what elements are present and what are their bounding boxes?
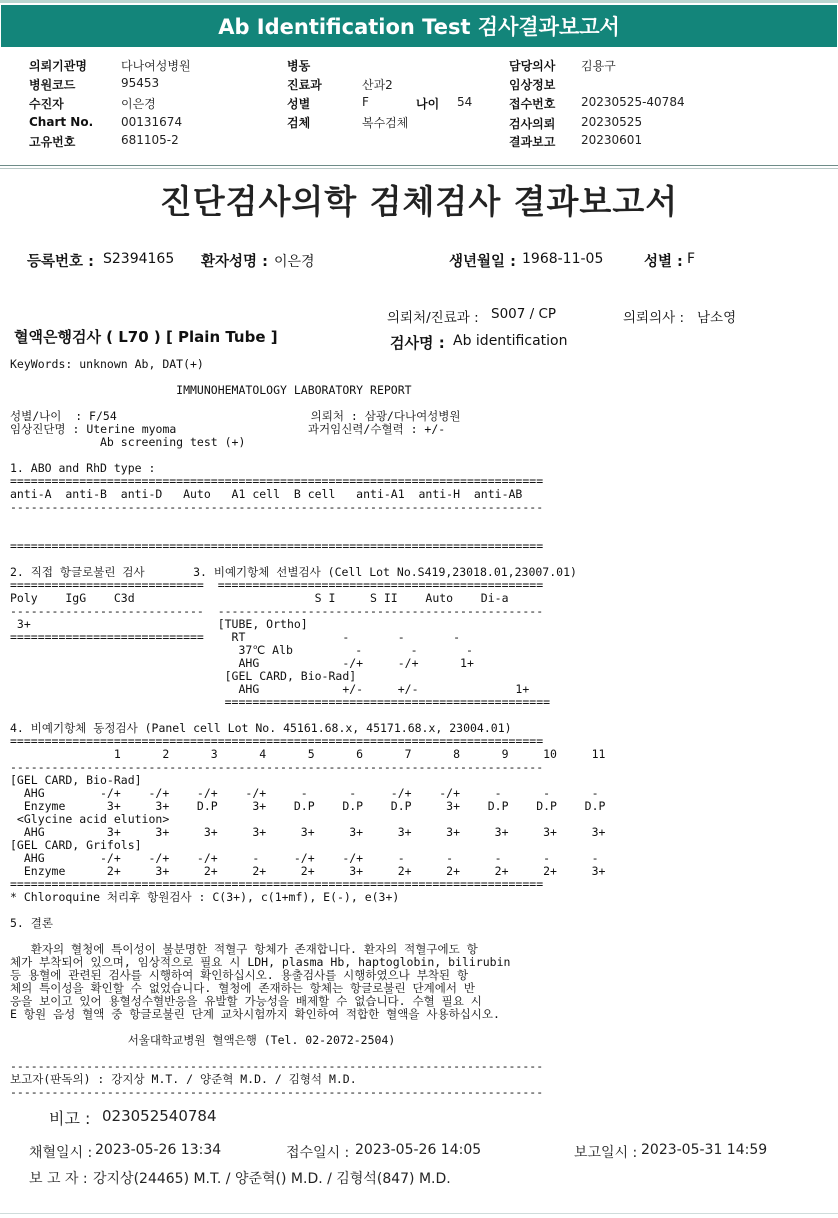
reg-number-label: 등록번호 : — [27, 254, 94, 270]
request-doctor-label: 의뢰의사 : — [623, 310, 685, 326]
document-title: 진단검사의학 검체검사 결과보고서 — [159, 182, 679, 221]
report-banner-title: Ab Identification Test 검사결과보고서 — [1, 5, 837, 47]
report-line: 보고자(판독의) : 강지상 M.T. / 양준혁 M.D. / 김형석 M.D. — [10, 1072, 357, 1086]
note-label: 비고 : — [49, 1109, 91, 1128]
report-time-label: 보고일시 : — [574, 1145, 638, 1161]
test-name-label: 검사명 : — [390, 334, 445, 352]
header-value: 다나여성병원 — [121, 59, 191, 73]
report-line: anti-A anti-B anti-D Auto A1 cell B cell anti-A1 anti-H anti-AB — [10, 487, 523, 501]
report-line: [GEL CARD, Bio-Rad] — [10, 773, 142, 787]
report-line: 2. 직접 항글로불린 검사 3. 비예기항체 선별검사 (Cell Lot No.S419,23018.01,23007.01) — [10, 565, 577, 579]
report-line: [GEL CARD, Grifols] — [10, 838, 142, 852]
report-line: 성별/나이 : F/54 의뢰처 : 삼광/다나여성병원 — [10, 409, 461, 423]
lab-report-body — [10, 358, 830, 1099]
receive-time-value: 2023-05-26 14:05 — [355, 1142, 482, 1158]
dob-label: 생년월일 : — [449, 254, 516, 270]
sex-label: 성별 : — [644, 254, 683, 270]
report-line: =============================================== — [10, 695, 551, 709]
report-line: 체가 부착되어 있으며, 임상적으로 필요 시 LDH, plasma Hb, haptoglobin, bilirubin — [10, 955, 511, 969]
report-line: KeyWords: unknown Ab, DAT(+) — [10, 357, 204, 371]
header-label: 고유번호 — [29, 135, 76, 149]
header-value: 95453 — [121, 76, 160, 90]
report-line: ============================================================================= — [10, 877, 544, 891]
sex-value: F — [687, 251, 696, 267]
header-value: 산과2 — [362, 78, 393, 92]
header-value: 20230525-40784 — [581, 95, 685, 109]
header-value: 20230525 — [581, 115, 643, 129]
header-label: 병동 — [287, 59, 311, 73]
patient-name-value: 이은경 — [274, 254, 315, 270]
header-divider — [0, 165, 838, 166]
report-line — [10, 514, 830, 527]
header-label: 수진자 — [29, 97, 64, 111]
header-value: 20230601 — [581, 133, 643, 147]
collect-time-value: 2023-05-26 13:34 — [95, 1142, 222, 1158]
report-line: ============================================================================= — [10, 474, 544, 488]
report-line: 체의 특이성을 확인할 수 없었습니다. 혈청에 존재하는 항체는 항글로불린 단계에서 반 — [10, 981, 475, 995]
report-line: 3+ [TUBE, Ortho] — [10, 617, 308, 631]
report-line: [GEL CARD, Bio-Rad] — [10, 669, 357, 683]
report-line: ----------------------------------------------------------------------------- — [10, 1059, 544, 1073]
header-divider — [0, 168, 838, 169]
header-value: 복수검체 — [362, 116, 409, 130]
report-line: ============================ =============================================== — [10, 578, 544, 592]
report-line: 37℃ Alb - - - — [10, 643, 473, 657]
header-label: 임상정보 — [509, 78, 556, 92]
report-line: ============================================================================= — [10, 539, 544, 553]
report-line: 환자의 혈청에 특이성이 불분명한 적혈구 항체가 존재합니다. 환자의 적혈구에도 항 — [10, 942, 478, 956]
report-line: 5. 결론 — [10, 916, 53, 930]
report-line: AHG 3+ 3+ 3+ 3+ 3+ 3+ 3+ 3+ 3+ 3+ 3+ — [10, 825, 606, 839]
report-line: Enzyme 2+ 3+ 2+ 2+ 2+ 3+ 2+ 2+ 2+ 2+ 3+ — [10, 864, 606, 878]
header-label: 결과보고 — [509, 135, 556, 149]
reporter-label: 보 고 자 : — [29, 1171, 88, 1187]
report-line: ============================ RT - - - — [10, 630, 461, 644]
report-time-value: 2023-05-31 14:59 — [641, 1142, 768, 1158]
report-line: ============================================================================= — [10, 734, 544, 748]
report-line: ----------------------------------------------------------------------------- — [10, 1085, 544, 1099]
report-line: 서울대학교병원 혈액은행 (Tel. 02-2072-2504) — [10, 1033, 396, 1047]
request-doctor-value: 남소영 — [697, 310, 737, 326]
test-section-title: 혈액은행검사 ( L70 ) [ Plain Tube ] — [14, 328, 278, 346]
header-label: 접수번호 — [509, 97, 556, 111]
report-line: ----------------------------------------------------------------------------- — [10, 760, 544, 774]
report-line: AHG -/+ -/+ -/+ - -/+ -/+ - - - - - — [10, 851, 599, 865]
patient-name-label: 환자성명 : — [201, 254, 268, 270]
receive-time-label: 접수일시 : — [286, 1145, 350, 1161]
note-value: 023052540784 — [102, 1107, 217, 1125]
report-line: ----------------------------------------------------------------------------- — [10, 500, 544, 514]
report-line: 1 2 3 4 5 6 7 8 9 10 11 — [10, 747, 606, 761]
header-value: F — [362, 95, 369, 109]
dob-value: 1968-11-05 — [522, 251, 604, 267]
header-value: 이은경 — [121, 97, 156, 111]
report-line: 임상진단명 : Uterine myoma 과거임신력/수혈력 : +/- — [10, 422, 446, 436]
report-line: * Chloroquine 처리후 항원검사 : C(3+), c(1+mf), E(-), e(3+) — [10, 890, 400, 904]
report-line: AHG +/- +/- 1+ — [10, 682, 530, 696]
report-line: 1. ABO and RhD type : — [10, 461, 156, 475]
report-line: AHG -/+ -/+ -/+ -/+ - - -/+ -/+ - - - — [10, 786, 599, 800]
report-line: AHG -/+ -/+ 1+ — [10, 656, 474, 670]
report-line: 응을 보이고 있어 용혈성수혈반응을 유발할 가능성을 배제할 수 없습니다. 수혈 필요 시 — [10, 994, 482, 1008]
report-line: <Glycine acid elution> — [10, 812, 170, 826]
header-value: 54 — [457, 95, 473, 109]
report-line: Poly IgG C3d S I S II Auto Di-a — [10, 591, 509, 605]
reg-number-value: S2394165 — [103, 251, 175, 267]
header-value: 00131674 — [121, 115, 183, 129]
header-value: 681105-2 — [121, 133, 179, 147]
header-label: 병원코드 — [29, 78, 76, 92]
header-label: 성별 — [287, 97, 311, 111]
test-name-value: Ab identification — [453, 333, 568, 349]
report-line: 등 용혈에 관련된 검사를 시행하여 확인하십시오. 용출검사를 시행하였으나 부착된 항 — [10, 968, 469, 982]
report-line — [10, 904, 830, 917]
request-dept-label: 의뢰처/진료과 : — [387, 310, 479, 326]
report-line: E 항원 음성 혈액 중 항글로불린 단계 교차시험까지 확인하여 적합한 혈액을 사용하십시오. — [10, 1007, 500, 1021]
report-line: IMMUNOHEMATOLOGY LABORATORY REPORT — [10, 383, 412, 397]
header-label: 의뢰기관명 — [29, 59, 87, 73]
header-label: Chart No. — [29, 115, 94, 129]
header-label: 검체 — [287, 116, 311, 130]
reporter-value: 강지상(24465) M.T. / 양준혁() M.D. / 김형석(847) M.D. — [93, 1171, 451, 1187]
header-label: 담당의사 — [509, 59, 556, 73]
report-line: 4. 비예기항체 동정검사 (Panel cell Lot No. 45161.68.x, 45171.68.x, 23004.01) — [10, 721, 512, 735]
header-value: 김용구 — [581, 59, 616, 73]
header-label: 나이 — [416, 97, 440, 111]
report-line: ---------------------------- ----------------------------------------------- — [10, 604, 544, 618]
bottom-border — [0, 1213, 838, 1214]
report-line: Ab screening test (+) — [10, 435, 246, 449]
request-dept-value: S007 / CP — [491, 306, 557, 322]
header-label: 검사의뢰 — [509, 117, 556, 131]
header-label: 진료과 — [287, 78, 322, 92]
top-border — [0, 0, 838, 3]
report-line: Enzyme 3+ 3+ D.P 3+ D.P D.P D.P 3+ D.P D.P D.P — [10, 799, 606, 813]
collect-time-label: 채혈일시 : — [29, 1145, 93, 1161]
